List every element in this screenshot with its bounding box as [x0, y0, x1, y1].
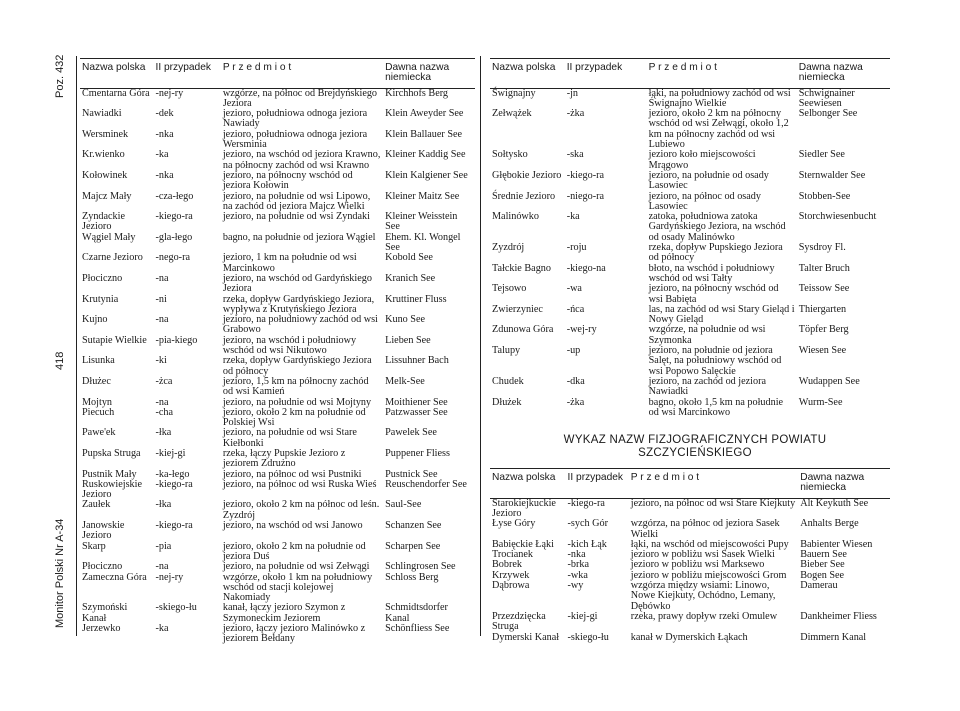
cell-name: Skarp	[82, 540, 106, 552]
cell-object: bagno, na południe od jeziora Wągiel	[222, 231, 376, 243]
cell-name: Czarne Jezioro	[82, 252, 143, 264]
cell-old-name: Kuno See	[385, 314, 426, 326]
cell-old-name: Thiergarten	[798, 303, 847, 315]
cell-old-name: Sternwalder See	[798, 169, 866, 181]
cell-name: Bobrek	[492, 559, 522, 571]
cell-object: kanał, łączy jezioro Szymon z Szymoneckim Jeziorem	[222, 602, 346, 624]
right-top-header	[490, 59, 890, 89]
right-table-block	[490, 58, 890, 643]
cell-object: jezioro, na północ od wsi Pustniki	[222, 468, 362, 480]
table-row	[80, 315, 475, 336]
cell-case: -kiej-gi	[155, 447, 186, 459]
cell-old-name: Schmidtsdorfer Kanal	[385, 602, 448, 624]
cell-old-name: Sysdroy Fl.	[798, 242, 846, 254]
header-name: Nazwa polska	[80, 59, 153, 89]
cell-name: Lisunka	[82, 355, 115, 367]
table-row	[80, 573, 475, 604]
cell-old-name: Patzwasser See	[385, 406, 448, 418]
cell-old-name: Töpfer Berg	[798, 324, 849, 336]
header-case: II przypadek	[566, 469, 629, 499]
cell-name: Dłużec	[82, 375, 111, 387]
cell-old-name: Kobold See	[385, 252, 433, 264]
table-row	[490, 519, 890, 540]
cell-name: Zyzdrój	[492, 242, 525, 254]
cell-object: rzeka, dopływ Pupskiego Jeziora od północy	[648, 242, 783, 264]
table-row	[80, 130, 475, 151]
cell-object: jezioro, na południe od wsi Mojtyny	[222, 396, 372, 408]
table-row	[490, 581, 890, 612]
table-row	[80, 192, 475, 213]
cell-old-name: Pustnick See	[385, 468, 438, 480]
table-row	[490, 346, 890, 377]
cell-old-name: Schanzen See	[385, 520, 442, 532]
cell-case: -cha	[155, 406, 174, 418]
cell-name: Kr.wienko	[82, 149, 125, 161]
cell-case: -żka	[566, 108, 585, 120]
cell-name: Płociczno	[82, 561, 123, 573]
cell-old-name: Wurm-See	[798, 396, 843, 408]
cell-object: łąki, na południowy zachód od wsi Śwignajno Wielkie	[648, 87, 791, 109]
table-row	[490, 150, 890, 171]
cell-old-name: Dimmern Kanal	[800, 631, 867, 643]
cell-name: Trocianek	[492, 549, 533, 561]
cell-case: -kiego-ra	[566, 169, 605, 181]
cell-object: rzeka, łączy Pupskie Jezioro z jeziorem Zdrużno	[222, 447, 346, 470]
table-row	[490, 88, 890, 109]
cell-object: jezioro, 1 km na południe od wsi Marcinkowo	[222, 252, 357, 274]
cell-object: jezioro, południowa odnoga jeziora Wersminia	[222, 128, 368, 151]
cell-case: -kich Łąk	[567, 538, 607, 550]
cell-case: -nej-ry	[155, 571, 184, 583]
cell-case: -ka	[566, 211, 580, 223]
cell-old-name: Talter Bruch	[798, 262, 850, 274]
cell-old-name: Schloss Berg	[385, 571, 439, 583]
cell-name: Krzywek	[492, 569, 530, 581]
cell-name: Nawiadki	[82, 108, 122, 120]
cell-case: -kiej-gi	[567, 610, 598, 622]
left-table-header	[80, 59, 475, 89]
cell-name: Chudek	[492, 375, 524, 387]
cell-object: jezioro, na południe od wsi Zyndaki	[222, 211, 370, 223]
cell-old-name: Puppener Fliess	[385, 447, 450, 459]
left-table	[80, 58, 475, 645]
cell-case: -roju	[566, 242, 587, 254]
table-row	[80, 150, 475, 171]
cell-name: Przezdzięcka Struga	[492, 610, 546, 633]
cell-object: jezioro, około 2 km na południe od Polskiej Wsi	[222, 406, 366, 429]
cell-name: Dłużek	[492, 396, 522, 408]
cell-name: Pawe'ek	[82, 427, 116, 439]
cell-case: -kiego-na	[566, 262, 606, 274]
cell-name: Wągiel Mały	[82, 231, 136, 243]
cell-case: -kiego-ra	[155, 520, 193, 532]
cell-object: jezioro, na zachód od jeziora Nawiadki	[648, 375, 767, 398]
cell-name: Piecuch	[82, 406, 115, 418]
right-bottom-body	[490, 498, 890, 643]
cell-case: -kiego-ra	[155, 211, 193, 223]
table-row	[80, 171, 475, 192]
cell-old-name: Klein Aweyder See	[385, 108, 464, 120]
cell-case: -kiego-ra	[567, 497, 605, 509]
cell-case: -na	[155, 272, 169, 284]
cell-object: bagno, około 1,5 km na południe od wsi Marcinkowo	[648, 396, 784, 418]
cell-old-name: Alt Keykuth See	[800, 497, 869, 509]
cell-object: wzgórze, na północ od Brejdyńskiego Jeziora	[222, 87, 378, 109]
table-row	[490, 305, 890, 326]
cell-old-name: Damerau	[800, 580, 838, 592]
cell-name: Szymoński Kanał	[82, 602, 128, 624]
table-row	[490, 264, 890, 285]
header-old-name: Dawna nazwa niemiecka	[383, 59, 475, 89]
cell-case: -skiego-łu	[567, 631, 609, 643]
cell-case: -ska	[566, 149, 584, 161]
table-row	[80, 480, 475, 501]
cell-case: -na	[155, 396, 169, 408]
cell-name: Pupska Struga	[82, 447, 141, 459]
left-table-body	[80, 88, 475, 645]
table-row	[490, 243, 890, 264]
header-object: P r z e d m i o t	[629, 469, 798, 499]
cell-object: jezioro, około 2 km na północ od leśn. Zyzdrój	[222, 499, 380, 521]
cell-old-name: Kranich See	[385, 272, 436, 284]
cell-old-name: Lieben See	[385, 334, 431, 346]
cell-case: -dek	[155, 108, 174, 120]
cell-object: jezioro, łączy jezioro Malinówko z jeziorem Bełdany	[222, 623, 366, 645]
cell-object: łąki, na wschód od miejscowości Pupy	[630, 538, 789, 550]
header-name: Nazwa polska	[490, 59, 565, 89]
cell-case: -ka-łego	[155, 468, 190, 480]
cell-object: rzeka, prawy dopływ rzeki Omulew	[630, 610, 778, 622]
table-row	[490, 109, 890, 150]
position-label: Poz. 432	[54, 54, 66, 98]
right-top-body	[490, 88, 890, 418]
cell-object: wzgórza między wsiami: Linowo, Nowe Kiejkuty, Ochódno, Lemany, Dębówko	[630, 580, 776, 612]
table-row	[80, 428, 475, 449]
cell-case: -niego-ra	[566, 190, 605, 202]
cell-case: -pia-kiego	[155, 334, 198, 346]
cell-case: -żca	[155, 375, 173, 387]
cell-name: Kołowinek	[82, 169, 128, 181]
cell-case: -ki	[155, 355, 167, 367]
cell-name: Zdunowa Góra	[492, 324, 554, 336]
cell-object: błoto, na wschód i południowy wschód od wsi Tałty	[648, 262, 775, 284]
cell-old-name: Anhalts Berge	[800, 518, 859, 530]
cell-object: jezioro w pobliżu wsi Sasek Wielki	[630, 549, 775, 561]
cell-old-name: Kleiner Kaddig See	[385, 149, 466, 161]
table-row	[80, 336, 475, 357]
column-rule-left	[76, 56, 77, 636]
cell-object: jezioro, na wschód i południowy wschód od wsi Nikutowo	[222, 334, 357, 357]
cell-object: jezioro, na północ od wsi Stare Kiejkuty	[630, 497, 796, 509]
table-row	[490, 633, 890, 643]
table-row	[80, 500, 475, 521]
header-case: II przypadek	[565, 59, 647, 89]
cell-object: jezioro, 1,5 km na północny zachód od wsi Kamień	[222, 375, 369, 398]
cell-old-name: Stobben-See	[798, 190, 851, 202]
cell-object: las, na zachód od wsi Stary Gieląd i Nowy Gieląd	[648, 303, 795, 326]
cell-case: -cza-łego	[155, 190, 194, 202]
table-row	[80, 377, 475, 398]
table-row	[490, 498, 890, 519]
header-name: Nazwa polska	[490, 469, 566, 499]
table-row	[80, 542, 475, 563]
cell-case: -wa	[566, 283, 582, 295]
table-row	[80, 408, 475, 429]
cell-case: -ni	[155, 293, 167, 305]
cell-old-name: Selbonger See	[798, 108, 858, 120]
cell-old-name: Kleiner Maitz See	[385, 190, 460, 202]
cell-case: -nka	[567, 549, 586, 561]
header-object: P r z e d m i o t	[647, 59, 797, 89]
cell-case: -na	[155, 561, 169, 573]
cell-case: -sych Gór	[567, 518, 608, 530]
cell-old-name: Dankheimer Fliess	[800, 610, 877, 622]
cell-name: Jerzewko	[82, 623, 121, 635]
cell-object: jezioro, południowa odnoga jeziora Nawiady	[222, 108, 368, 130]
right-bottom-header	[490, 469, 890, 499]
cell-name: Sutapie Wielkie	[82, 334, 147, 346]
cell-object: rzeka, dopływ Gardyńskiego Jeziora od północy	[222, 355, 372, 377]
cell-name: Kujno	[82, 314, 108, 326]
cell-case: -jn	[566, 87, 579, 99]
cell-name: Łyse Góry	[492, 518, 536, 530]
cell-old-name: Teissow See	[798, 283, 850, 295]
cell-name: Cmentarna Góra	[82, 87, 150, 99]
cell-name: Tejsowo	[492, 283, 527, 295]
cell-object: jezioro, na południe od wsi Stare Kiełbonki	[222, 427, 357, 449]
header-case: II przypadek	[153, 59, 220, 89]
cell-old-name: Wiesen See	[798, 345, 847, 357]
cell-old-name: Lissuhner Bach	[385, 355, 449, 367]
cell-object: jezioro, na północ od osady Lasowiec	[648, 190, 761, 212]
cell-case: -dka	[566, 375, 585, 387]
cell-old-name: Kirchhofs Berg	[385, 87, 449, 99]
cell-name: Wersminek	[82, 128, 129, 140]
cell-case: -żka	[566, 396, 585, 408]
cell-name: Śwignajny	[492, 87, 536, 99]
cell-name: Zaułek	[82, 499, 111, 511]
cell-object: wzgórze, około 1 km na południowy wschód od stacji kolejowej Nakomiady	[222, 571, 373, 604]
cell-object: jezioro, na południe od wsi Lipowo, na zachód od jeziora Majcz Wielki	[222, 190, 371, 212]
table-row	[80, 212, 475, 233]
table-row	[490, 192, 890, 213]
cell-old-name: Kleiner Weisstein See	[385, 211, 458, 233]
cell-object: jezioro, około 2 km na północny wschód od wsi Zełwągi, około 1,2 km na północny zachód od wsi Lubiewo	[648, 108, 789, 151]
cell-object: jezioro, na południe od wsi Zełwągi	[222, 561, 370, 573]
cell-name: Malinówko	[492, 211, 539, 223]
cell-case: -gla-łego	[155, 231, 193, 243]
cell-object: jezioro, około 2 km na południe od jeziora Duś	[222, 540, 366, 562]
cell-case: -łka	[155, 427, 172, 439]
cell-object: jezioro, na południe od jeziora Salęt, na południowy wschód od wsi Popowo Salęckie	[648, 345, 782, 377]
cell-object: jezioro, na wschód od Gardyńskiego Jeziora	[222, 272, 372, 295]
cell-old-name: Melk-See	[385, 375, 425, 387]
cell-case: -brka	[567, 559, 590, 571]
table-row	[80, 274, 475, 295]
cell-old-name: Siedler See	[798, 149, 845, 161]
table-row	[490, 398, 890, 419]
table-row	[490, 212, 890, 243]
cell-case: -nego-ra	[155, 252, 190, 264]
page-number: 418	[54, 351, 66, 370]
header-old-name: Dawna nazwa niemiecka	[797, 59, 890, 89]
cell-old-name: Bieber See	[800, 559, 845, 571]
column-rule-center	[480, 56, 481, 636]
cell-object: rzeka, dopływ Gardyńskiego Jeziora, wypływa z Krutyńskiego Jeziora	[222, 293, 375, 315]
cell-case: -ka	[155, 149, 169, 161]
cell-old-name: Schönfliess See	[385, 623, 450, 635]
cell-old-name: Moithiener See	[385, 396, 448, 408]
cell-name: Mojtyn	[82, 396, 113, 408]
header-old-name: Dawna nazwa niemiecka	[798, 469, 890, 499]
section-title: WYKAZ NAZW FIZJOGRAFICZNYCH POWIATU SZCZYCIEŃSKIEGO	[563, 434, 827, 460]
cell-old-name: Schwignainer Seewiesen	[798, 87, 855, 109]
cell-object: jezioro w pobliżu wsi Marksewo	[630, 559, 765, 571]
cell-case: -na	[155, 314, 169, 326]
cell-object: jezioro, na południe od osady Lasowiec	[648, 169, 769, 192]
cell-object: zatoka, południowa zatoka Gardyńskiego Jeziora, na wschód od osady Malinówko	[648, 211, 786, 243]
cell-name: Talupy	[492, 345, 521, 357]
right-top-table	[490, 58, 890, 418]
cell-old-name: Bogen See	[800, 569, 845, 581]
cell-case: -ńca	[566, 303, 585, 315]
cell-name: Zwierzyniec	[492, 303, 543, 315]
cell-name: Płociczno	[82, 272, 123, 284]
cell-object: jezioro w pobliżu miejscowości Grom	[630, 569, 787, 581]
cell-object: wzgórza, na północ od jeziora Sasek Wielki	[630, 518, 780, 540]
cell-old-name: Kruttiner Fluss	[385, 293, 447, 305]
cell-name: Ruskowiejskie Jezioro	[82, 478, 142, 501]
publication-label: Monitor Polski Nr A-34	[54, 518, 66, 628]
cell-old-name: Klein Kalgiener See	[385, 169, 468, 181]
cell-object: jezioro, na wschód od jeziora Krawno, na północny zachód od wsi Krawno	[222, 149, 381, 171]
cell-object: kanał w Dymerskich Łąkach	[630, 631, 748, 643]
cell-name: Janowskie Jezioro	[82, 520, 125, 542]
table-row	[80, 109, 475, 130]
table-row	[490, 171, 890, 192]
cell-name: Zyndackie Jezioro	[82, 211, 125, 233]
table-row	[80, 521, 475, 542]
cell-name: Starokiejkuckie Jezioro	[492, 497, 556, 519]
table-row	[80, 624, 475, 645]
table-row	[80, 88, 475, 109]
cell-old-name: Scharpen See	[385, 540, 441, 552]
cell-name: Majcz Mały	[82, 190, 132, 202]
cell-object: jezioro, na północny wschód od jeziora Kołowin	[222, 169, 353, 192]
cell-case: -skiego-łu	[155, 602, 197, 614]
cell-case: -up	[566, 345, 581, 357]
cell-old-name: Wudappen See	[798, 375, 860, 387]
cell-case: -nej-ry	[155, 87, 184, 99]
cell-name: Tałckie Bagno	[492, 262, 551, 274]
table-row	[80, 562, 475, 572]
cell-case: -kiego-ra	[155, 478, 193, 490]
cell-object: jezioro, na północny wschód od wsi Babięta	[648, 283, 779, 305]
left-table-block	[80, 58, 475, 645]
cell-name: Pustnik Mały	[82, 468, 137, 480]
cell-name: Dąbrowa	[492, 580, 530, 592]
table-row	[490, 377, 890, 398]
cell-object: jezioro, na południowy zachód od wsi Grabowo	[222, 314, 378, 336]
cell-name: Głębokie Jezioro	[492, 169, 562, 181]
cell-case: -wka	[567, 569, 588, 581]
cell-case: -wy	[567, 580, 584, 592]
cell-object: jezioro, na wschód od wsi Janowo	[222, 520, 363, 532]
cell-object: jezioro koło miejscowości Mrągowo	[648, 149, 756, 171]
cell-name: Sołtysko	[492, 149, 528, 161]
cell-name: Zełwążek	[492, 108, 532, 120]
cell-case: -nka	[155, 169, 174, 181]
cell-old-name: Saul-See	[385, 499, 422, 511]
cell-old-name: Babienter Wiesen	[800, 538, 873, 550]
cell-old-name: Pawelek See	[385, 427, 437, 439]
cell-name: Babięckie Łąki	[492, 538, 554, 550]
cell-old-name: Ehem. Kl. Wongel See	[385, 231, 461, 254]
cell-name: Zameczna Góra	[82, 571, 147, 583]
cell-old-name: Storchwiesenbucht	[798, 211, 877, 223]
cell-name: Krutynia	[82, 293, 119, 305]
cell-old-name: Schlingrosen See	[385, 561, 456, 573]
table-row	[80, 356, 475, 377]
cell-case: -nka	[155, 128, 174, 140]
right-bottom-table	[490, 468, 890, 643]
cell-old-name: Klein Ballauer See	[385, 128, 463, 140]
cell-name: Średnie Jezioro	[492, 190, 556, 202]
table-row	[80, 449, 475, 470]
cell-object: wzgórze, na południe od wsi Szymonka	[648, 324, 766, 346]
table-row	[80, 603, 475, 624]
cell-case: -wej-ry	[566, 324, 597, 336]
table-row	[490, 325, 890, 346]
cell-case: -ka	[155, 623, 169, 635]
table-row	[80, 233, 475, 254]
header-object: P r z e d m i o t	[221, 59, 383, 89]
table-row	[80, 295, 475, 316]
cell-case: -łka	[155, 499, 172, 511]
table-row	[490, 612, 890, 633]
cell-old-name: Reuschendorfer See	[385, 478, 467, 490]
cell-name: Dymerski Kanał	[492, 631, 560, 643]
cell-object: jezioro, na północ od wsi Ruska Wieś	[222, 478, 377, 490]
cell-old-name: Bauern See	[800, 549, 847, 561]
table-row	[80, 253, 475, 274]
cell-case: -pia	[155, 540, 172, 552]
table-row	[490, 284, 890, 305]
